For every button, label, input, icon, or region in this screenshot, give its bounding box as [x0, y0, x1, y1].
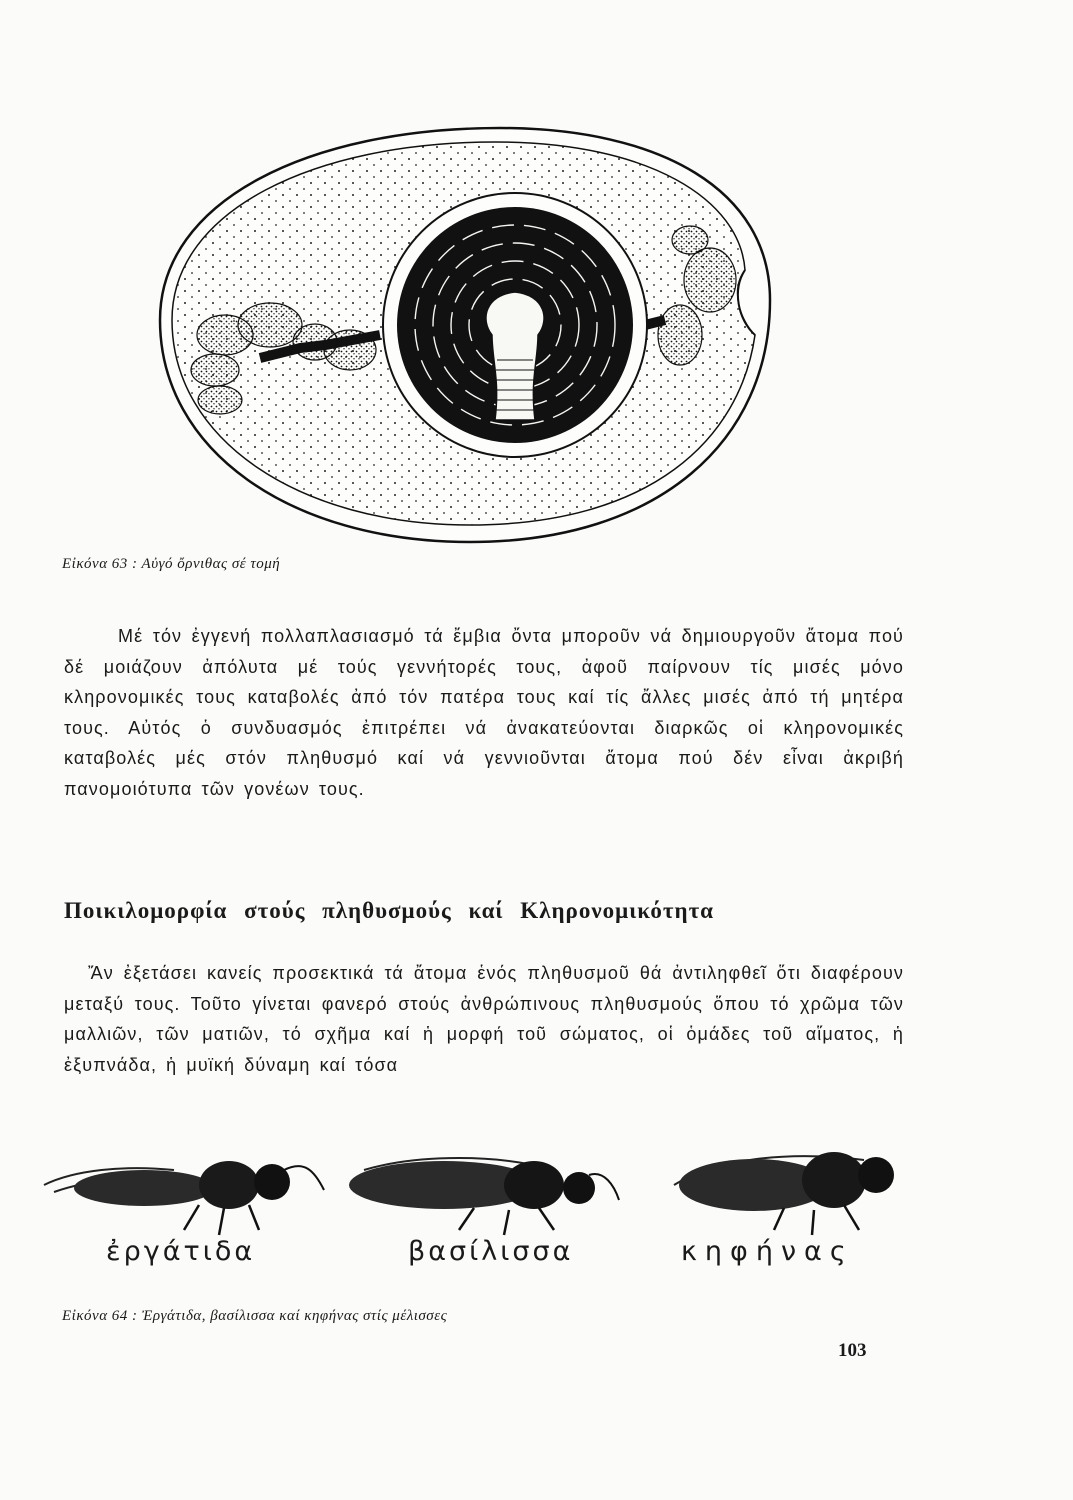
egg-cross-section-illustration [140, 120, 780, 550]
queen-bee-drawing [349, 1158, 619, 1235]
worker-bee-label: ἐργάτιδα [106, 1236, 256, 1267]
bees-illustration [34, 1130, 894, 1240]
paragraph-2: Ἄν ἐξετάσει κανείς προσεκτικά τά ἄτομα ἑνός πληθυσμοῦ θά ἀντιληφθεῖ ὅτι διαφέρουν μεταξύ τους. Τοῦτο γίνεται φανερό στούς ἀνθρώπινους πληθυσμούς ὅπου τό χρῶμα τῶν μαλλιῶν, τῶν ματιῶν, τό σχῆμα καί ἡ μορφή τοῦ σώματος, οἱ ὁμάδες τοῦ αἵματος, ἡ ἐξυπνάδα, ἡ μυϊκή δύναμη καί τόσα [64, 963, 904, 1075]
queen-bee-label: βασίλισσα [408, 1236, 574, 1267]
drone-bee-drawing [674, 1152, 894, 1235]
section-heading: Ποικιλομορφία στούς πληθυσμούς καί Κληρονομικότητα [64, 898, 715, 923]
page-number: 103 [838, 1340, 867, 1361]
figure-63-caption: Εἰκόνα 63 : Αὐγό ὄρνιθας σέ τομή [62, 556, 281, 572]
drone-bee-label: κηφήνας [681, 1236, 854, 1267]
paragraph-1: Μέ τόν ἐγγενή πολλαπλασιασμό τά ἔμβια ὄντα μποροῦν νά δημιουργοῦν ἄτομα πού δέ μοιάζουν ἀπόλυτα μέ τούς γεννήτορές τους, ἀφοῦ παίρνουν τίς μισές μόνο κληρονομικές τους καταβολές ἀπό τόν πατέρα τους καί τίς ἄλλες μισές ἀπό τή μητέρα τους. Αὐτός ὁ συνδυασμός ἐπιτρέπει νά ἀνακατεύονται διαρκῶς οἱ κληρονομικές καταβολές μές στόν πληθυσμό καί νά γεννιοῦνται ἄτομα πού δέν εἶναι ἀκριβή πανομοιότυπα τῶν γονέων τους. [64, 626, 904, 799]
worker-bee-drawing [44, 1161, 324, 1235]
figure-64-caption: Εἰκόνα 64 : Ἐργάτιδα, βασίλισσα καί κηφήνας στίς μέλισσες [62, 1308, 448, 1324]
